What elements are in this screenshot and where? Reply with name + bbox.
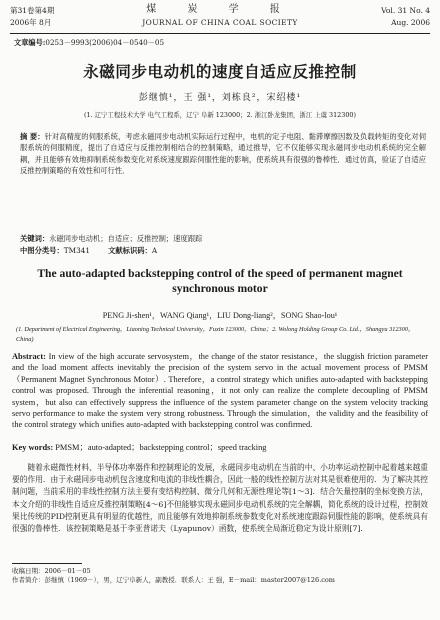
english-keywords-text: PMSM；auto-adapted；backstepping control；speed tracking bbox=[55, 443, 267, 452]
running-header bbox=[10, 5, 430, 35]
classification-line bbox=[20, 246, 157, 256]
doc-code-value: A bbox=[151, 246, 158, 255]
header-journal-cn: 煤 炭 学 报 bbox=[146, 4, 294, 15]
article-number-value: 0253－9993(2006)04－0540－05 bbox=[45, 38, 165, 47]
chinese-keywords-label: 关键词： bbox=[20, 234, 50, 243]
chinese-authors: 彭继慎¹，王 强¹，刘栋良²，宋绍楼¹ bbox=[138, 93, 302, 103]
header-date-en: Aug. 2006 bbox=[391, 18, 430, 27]
body-intro-paragraph: 随着永磁微性材料、半导体功率器件和控制理论的发展，永磁同步电动机在当前的中、小功率运动控制中起着越来越重要的作用．由于永磁同步电动机包含速度和电流的非线性耦合，因此一般的线性控制方法对其是很难使用的．为了解决其控制问题，当前采用的非线性控制方法主要有变结构控制、微分几何和无源性理论等[1～3]．结合矢量控制的坐标变换方法，本文介绍的非线性自适应反推控制策略[4～6]不但能够实现永磁同步电动机系统的完全解耦，简化系统的设计过程，控制效果比传统的PID控制更具有明显的优越性，而且能够有效地抑制系统参数变化对系统速度跟踪伺服性能的影响，使系统具有很强的鲁棒性．该控制策略是基于李亚普诺夫（Lyapunov）函数，使系统全局渐近稳定为设计原则[7]． bbox=[12, 463, 428, 534]
chinese-keywords bbox=[20, 233, 426, 244]
english-affiliation: (1. Department of Electrical Engineering，Liaoning Technical University，Fuxin 123000，China；2. Wolong Holding Group Co. Ltd.，Shangyu 312300，China) bbox=[16, 326, 415, 343]
header-journal-en: JOURNAL OF CHINA COAL SOCIETY bbox=[142, 18, 298, 27]
clc-value: TM341 bbox=[63, 246, 91, 255]
article-number bbox=[14, 38, 164, 48]
chinese-affiliation: (1. 辽宁工程技术大学 电气工程系，辽宁 阜新 123000；2. 浙江卧龙集团，浙江 上虞 312300) bbox=[84, 111, 356, 119]
chinese-abstract-text: 针对高精度的伺服系统，考虑永磁同步电动机实际运行过程中，电机的定子电阻、黏滞摩擦因数及负载转矩的变化对伺服系统的伺服精度，提出了自适应与反推控制相结合的控制策略，通过推导，它不仅能够实现永磁同步电动机系统的完全解耦，并且能够有效地抑制系统参数变化对系统速度跟踪伺服性能的影响，使系统具有很强的鲁棒性．通过仿真，验证了自适应反推控制策略的有效性和可行性． bbox=[20, 132, 426, 175]
english-keywords-label: Key words: bbox=[12, 443, 54, 452]
english-authors: PENG Ji-shen¹，WANG Qiang¹，LIU Dong-liang²，SONG Shao-lou¹ bbox=[102, 311, 338, 320]
article-number-label: 文章编号: bbox=[14, 38, 46, 47]
header-volume-cn: 第31卷第4期 bbox=[10, 6, 55, 15]
chinese-keywords-text: 永磁同步电动机；自适应；反推控制；速度跟踪 bbox=[49, 234, 203, 243]
footnote-rule bbox=[12, 563, 82, 564]
english-title: The auto-adapted backstepping control of the speed of permanent magnet synchronous motor bbox=[37, 267, 403, 295]
header-volume-en: Vol. 31 No. 4 bbox=[381, 6, 430, 15]
header-rule bbox=[10, 33, 430, 34]
footnote-received: 收稿日期：2006－01－05 bbox=[12, 567, 91, 575]
clc-label: 中图分类号： bbox=[20, 246, 64, 255]
english-keywords bbox=[12, 441, 428, 453]
doc-code-label: 文献标识码： bbox=[108, 246, 152, 255]
chinese-abstract bbox=[20, 131, 426, 176]
chinese-abstract-label: 摘 要： bbox=[20, 132, 45, 141]
chinese-title: 永磁同步电动机的速度自适应反推控制 bbox=[83, 63, 357, 81]
english-abstract-label: Abstract: bbox=[12, 352, 46, 361]
english-abstract bbox=[12, 351, 428, 431]
footnote-author-info: 作者简介：彭继慎（1969－），男，辽宁阜新人，副教授．联系人：王 强，E－mail：master2007@126.com bbox=[12, 576, 335, 584]
header-date-cn: 2006年 8月 bbox=[10, 18, 52, 27]
english-abstract-text: In view of the high accurate servosystem，the change of the stator resistance，the sluggish friction parameter and the load moment affects inevitably the precision of the system servo in the actual movement process of PMSM（Permanent Magnet Synchronous Motor）. Therefore，a control strategy which unifies auto-adapted with backstepping control was proposed. Through the inferential reasoning，it not only can realize the complete decoupling of PMSM system，but also can effectively suppress the influence of the system parameter change on the system velocity tracking servo performance to make the system very strong robustness. Through the simulation，the validity and the feasibility of the control strategy which unifies auto-adapted with backstepping control was confirmed. bbox=[12, 352, 428, 430]
